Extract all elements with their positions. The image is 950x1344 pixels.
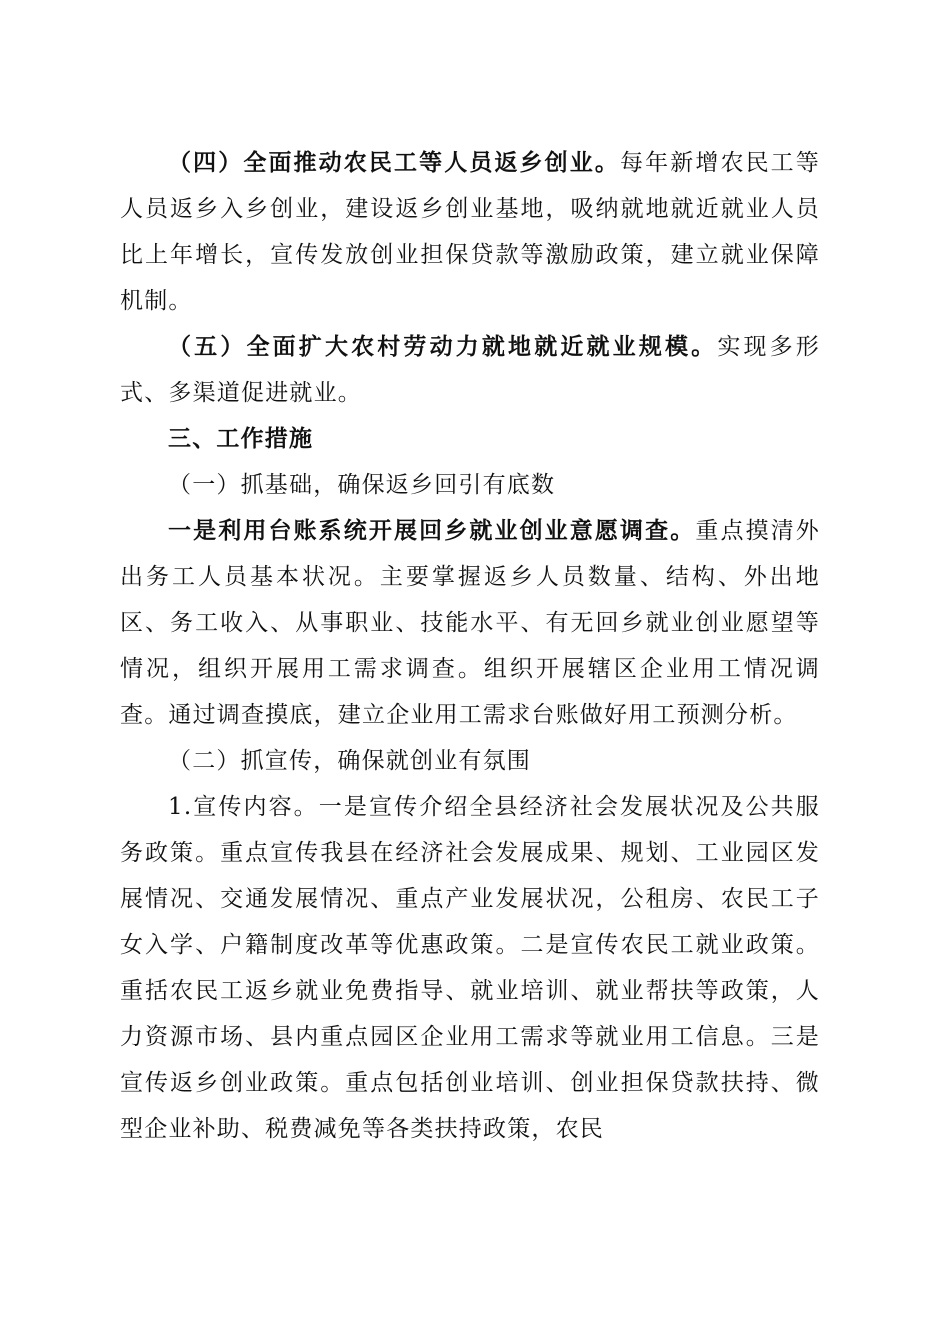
document-body bbox=[120, 140, 820, 1152]
paragraph-lead: 一是利用台账系统开展回乡就业创业意愿调查。 bbox=[168, 517, 696, 544]
sub-heading-foundation: （一）抓基础，确保返乡回引有底数 bbox=[168, 472, 556, 498]
section-heading: 三、工作措施 bbox=[168, 425, 314, 452]
sub-heading-publicity: （二）抓宣传，确保就创业有氛围 bbox=[168, 748, 531, 774]
paragraph-item-5 bbox=[120, 324, 820, 416]
paragraph-text: 重点摸清外出务工人员基本状况。主要掌握返乡人员数量、结构、外出地区、务工收入、从事职业、技能水平、有无回乡就业创业愿望等情况，组织开展用工需求调查。组织开展辖区企业用工情况调查。通过调查摸底，建立企业用工需求台账做好用工预测分析。 bbox=[120, 518, 821, 728]
paragraph-lead: （五）全面扩大农村劳动力就地就近就业规模。 bbox=[168, 333, 718, 360]
paragraph-lead: （四）全面推动农民工等人员返乡创业。 bbox=[168, 149, 621, 176]
paragraph-text: 每年新增农民工等人员返乡入乡创业，建设返乡创业基地，吸纳就地就近就业人员比上年增长，宣传发放创业担保贷款等激励政策，建立就业保障机制。 bbox=[120, 150, 820, 314]
paragraph-publicity: 1.宣传内容。一是宣传介绍全县经济社会发展状况及公共服务政策。重点宣传我县在经济社会发展成果、规划、工业园区发展情况、交通发展情况、重点产业发展状况，公租房、农民工子女入学、户籍制度改革等优惠政策。二是宣传农民工就业政策。重括农民工返乡就业免费指导、就业培训、就业帮扶等政策，人力资源市场、县内重点园区企业用工需求等就业用工信息。三是宣传返乡创业政策。重点包括创业培训、创业担保贷款扶持、微型企业补助、税费减免等各类扶持政策，农民 bbox=[120, 794, 820, 1142]
paragraph-item-4 bbox=[120, 140, 820, 324]
paragraph-survey bbox=[120, 508, 820, 738]
paragraph-text: 实现多形式、多渠道促进就业。 bbox=[120, 334, 820, 406]
